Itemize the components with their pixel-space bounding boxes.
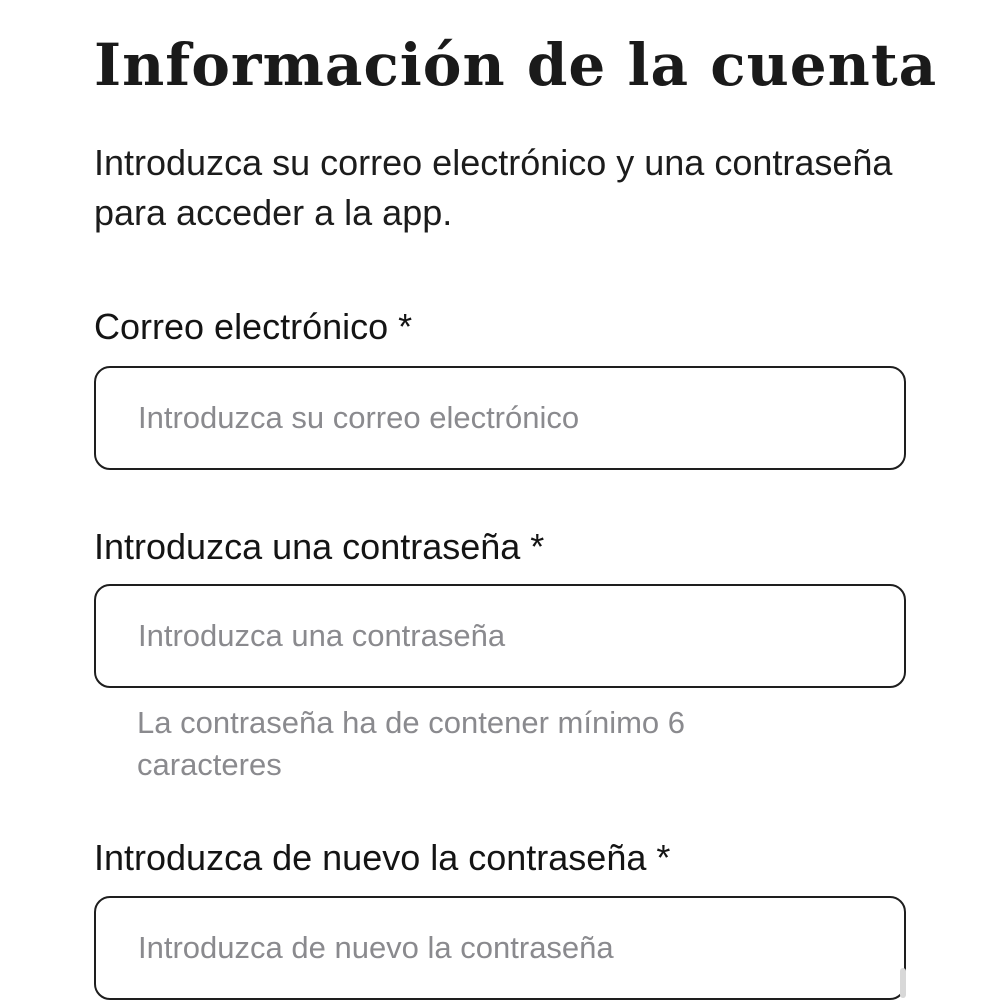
email-label: Correo electrónico * (94, 306, 413, 347)
page-title: Información de la cuenta (94, 31, 938, 99)
password-field[interactable] (94, 584, 906, 688)
password-confirm-label: Introduzca de nuevo la contraseña * (94, 837, 671, 878)
password-confirm-field[interactable] (94, 896, 906, 1000)
password-hint: La contraseña ha de contener mínimo 6 caracteres (137, 705, 686, 782)
password-label: Introduzca una contraseña * (94, 526, 545, 567)
scroll-indicator (900, 968, 906, 998)
page-description: Introduzca su correo electrónico y una contraseña para acceder a la app. (94, 142, 893, 233)
email-field[interactable] (94, 366, 906, 470)
